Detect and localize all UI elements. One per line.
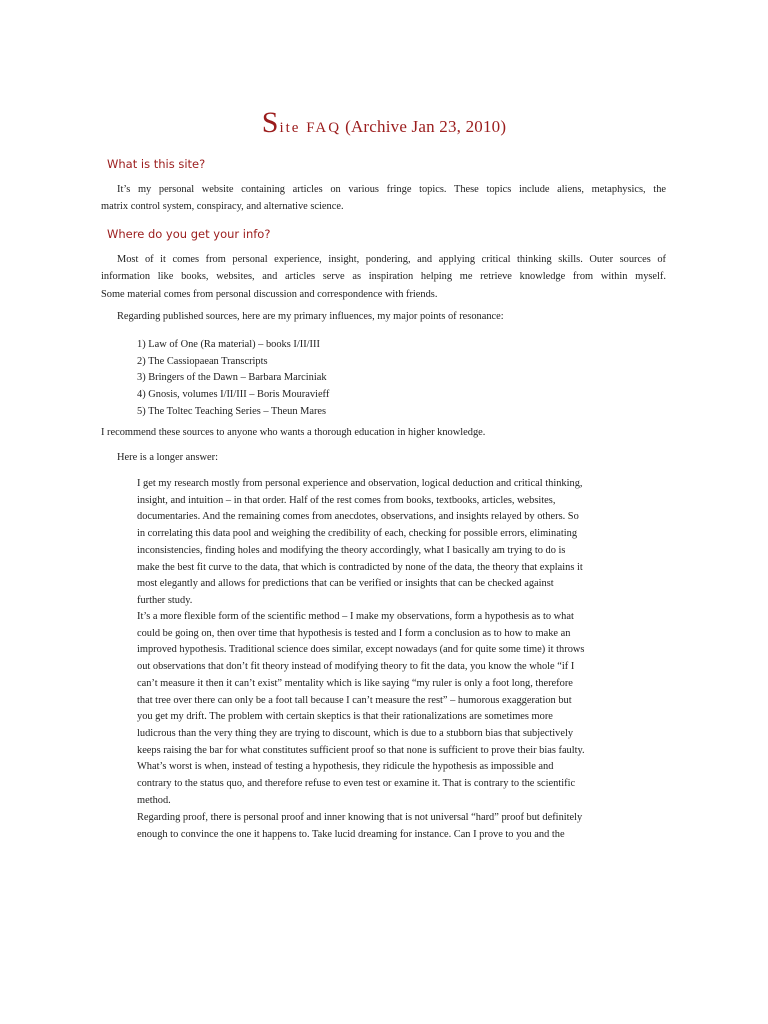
answer-paragraph-1 [137,476,632,610]
paragraph-line: Some material comes from personal discussion and correspondence with friends. [101,288,438,300]
paragraph-line: most elegantly and allows for predictions that can be verified or insights that can be checked against [137,578,554,590]
answer-paragraph-3 [137,810,632,843]
paragraph-line: matrix control system, conspiracy, and alternative science. [101,201,344,213]
answer-paragraph-2 [137,609,632,809]
paragraph-line: method. [137,794,171,806]
section-heading-where: Where do you get your info? [107,227,271,241]
title-initial: S [261,106,280,139]
title-text: ite FAQ [279,120,342,136]
paragraph-line: I get my research mostly from personal experience and observation, logical deduction and critical thinking, [137,478,583,489]
section-paragraph-where [101,251,666,303]
paragraph-line: ludicrous than the very thing they are trying to discount, which is due to a stubborn bias that subjectively [137,727,574,739]
paragraph-line: It’s my personal website containing articles on various fringe topics. These topics include aliens, metaphysics, the [117,184,666,195]
paragraph-line: insight, and intuition – in that order. Half of the rest comes from books, textbooks, articles, websites, [137,494,556,506]
paragraph-line: could be going on, then over time that hypothesis is tested and I form a conclusion as to how to make an [137,627,571,639]
paragraph-line: information like books, websites, and articles serve as inspiration helping me retrieve knowledge from within myself. [101,271,666,283]
paragraph-line: improved hypothesis. Traditional science does similar, except nowadays (and for quite some time) it throws [137,644,585,656]
paragraph-line: out observations that don’t fit theory instead of modifying theory to fit the data, you know the whole “if I [137,661,575,673]
paragraph-line: further study. [137,594,193,606]
paragraph-line: keeps raising the bar for what constitutes sufficient proof so that none is sufficient to prove their bias faulty. [137,744,585,756]
section-heading-what: What is this site? [107,157,206,171]
list-item: 1) Law of One (Ra material) – books I/II/III [137,339,320,350]
sources-intro: Regarding published sources, here are my primary influences, my major points of resonance: [117,311,504,322]
paragraph-line: Most of it comes from personal experience, insight, pondering, and applying critical thinking skills. Outer sources of [117,254,666,265]
list-item: 5) The Toltec Teaching Series – Theun Mares [137,405,327,417]
paragraph-line: you get my drift. The problem with certain skeptics is that their rationalizations are sometimes more [137,711,553,723]
title-archive-date: (Archive Jan 23, 2010) [345,117,507,136]
section-paragraph-what [101,181,666,216]
list-item: 3) Bringers of the Dawn – Barbara Marciniak [137,372,327,384]
paragraph-line: enough to convince the one it happens to. Take lucid dreaming for instance. Can I prove to you and the [137,828,565,840]
paragraph-line: in correlating this data pool and weighing the credibility of each, checking for possible errors, eliminating [137,528,578,540]
paragraph-line: What’s worst is when, instead of testing a hypothesis, they ridicule the hypothesis as impossible and [137,761,554,773]
paragraph-line: contrary to the status quo, and therefore refuse to even test or examine it. That is contrary to the scientific [137,778,576,790]
paragraph-line: that tree over there can only be a foot tall because I can’t measure the rest” – humorous exaggeration but [137,694,572,706]
recommend-text: I recommend these sources to anyone who wants a thorough education in higher knowledge. [101,427,486,438]
paragraph-line: documentaries. And the remaining comes from anecdotes, observations, and insights relayed by others. So [137,511,579,523]
paragraph-line: make the best fit curve to the data, that which is contradicted by none of the data, the theory that explains it [137,561,583,573]
sources-list [137,337,329,421]
paragraph-line: inconsistencies, finding holes and modifying the theory accordingly, what I basically am trying to do is [137,544,566,556]
list-item: 2) The Cassiopaean Transcripts [137,355,268,367]
paragraph-line: Regarding proof, there is personal proof and inner knowing that is not universal “hard” proof but definitely [137,812,583,823]
paragraph-line: It’s a more flexible form of the scientific method – I make my observations, form a hypothesis as to what [137,611,574,622]
paragraph-line: can’t measure it then it can’t exist” mentality which is like saying “my ruler is only a foot long, therefore [137,677,573,689]
page-title [0,106,768,140]
longer-answer-intro: Here is a longer answer: [117,452,218,463]
list-item: 4) Gnosis, volumes I/II/III – Boris Mouravieff [137,389,330,401]
